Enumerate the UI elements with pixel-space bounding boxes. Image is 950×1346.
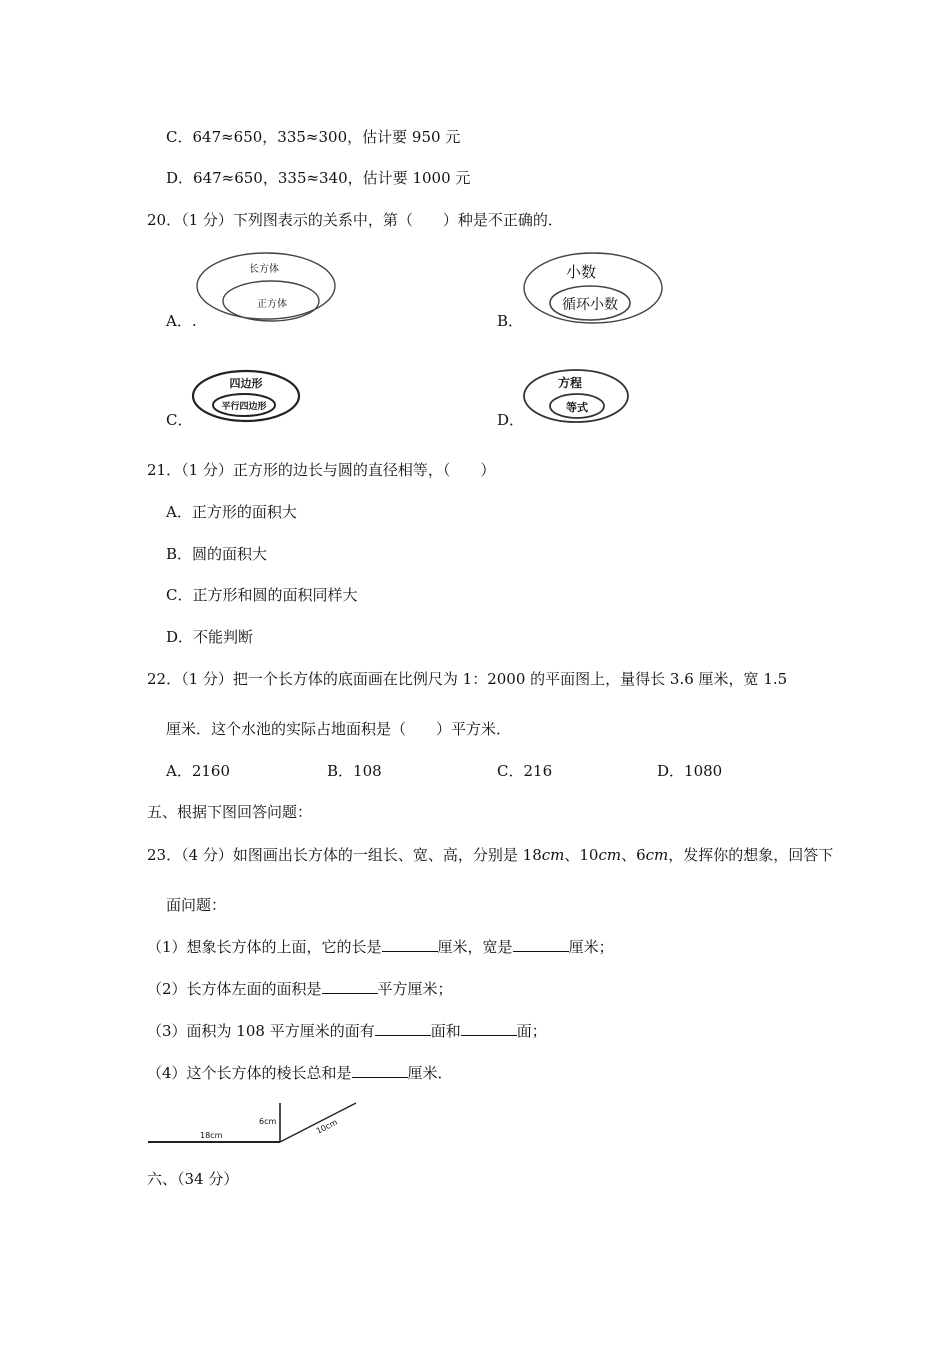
q20-c-label: C． [166,411,193,429]
q23-sep-1: 、10 [564,846,599,864]
q20-a-label: A．. [166,312,197,330]
q20-d-label: D． [497,411,525,429]
q23-part3 [147,1021,547,1041]
q20-c-inner-label: 平行四边形 [221,402,267,412]
q23-stem-prefix: 23．（4 分）如图画出长方体的一组长、宽、高，分别是 18 [147,846,542,864]
q23-stem-line2: 面问题： [166,896,227,914]
q20-b-label: B． [497,312,524,330]
q23-p3-text-b: 面和 [430,1022,461,1040]
q23-p3-blank-face1[interactable] [375,1021,431,1036]
q22-option-d: D．1080 [657,762,723,780]
q22-stem-line2: 厘米．这个水池的实际占地面积是（ ）平方米． [166,720,512,738]
q23-stem-line1 [147,845,833,865]
q23-unit-1: cm [541,846,565,864]
q20-c-diagram [191,369,301,423]
q19-option-d: D．647≈650，335≈340，估计要 1000 元 [166,169,471,187]
q23-p3-text-a: （3）面积为 108 平方厘米的面有 [147,1022,375,1040]
q19-option-c: C．647≈650，335≈300，估计要 950 元 [166,128,461,146]
q22-option-a: A．2160 [166,762,231,780]
q23-p2-text-b: 平方厘米； [377,980,453,998]
q21-option-b: B．圆的面积大 [166,545,268,563]
q23-part1 [147,937,614,957]
q23-sep-2: 、6 [621,846,646,864]
q20-d-outer-label: 方程 [557,376,583,390]
q22-option-b: B．108 [327,762,382,780]
q20-d-inner-label: 等式 [566,401,588,414]
q20-stem: 20．（1 分）下列图表示的关系中，第（ ）种是不正确的． [147,211,563,229]
q23-p3-blank-face2[interactable] [461,1021,517,1036]
q21-option-c: C．正方形和圆的面积同样大 [166,586,358,604]
q21-option-d: D．不能判断 [166,628,254,646]
q20-a-inner-label: 正方体 [257,299,287,310]
section6-title: 六、（34 分） [147,1170,239,1188]
q20-d-diagram [522,368,630,424]
q23-part2 [147,979,453,999]
section5-title: 五、根据下图回答问题： [147,803,313,821]
q21-option-a: A．正方形的面积大 [166,503,297,521]
q22-option-c: C．216 [497,762,553,780]
q23-fig-height-label: 6cm [259,1117,277,1126]
q20-c-outer-label: 四边形 [229,377,263,390]
q20-b-outer-label: 小数 [565,263,597,281]
q23-p4-text-b: 厘米． [407,1064,453,1082]
q23-unit-2: cm [598,846,622,864]
q23-p1-text-c: 厘米； [568,938,614,956]
q23-p4-blank-total[interactable] [352,1063,408,1078]
q23-p3-text-c: 面； [516,1022,547,1040]
q23-unit-3: cm [645,846,669,864]
q23-p2-blank-area[interactable] [322,979,378,994]
q23-p4-text-a: （4）这个长方体的棱长总和是 [147,1064,352,1082]
q23-p1-blank-length[interactable] [382,937,438,952]
q23-p2-text-a: （2）长方体左面的面积是 [147,980,322,998]
q20-a-outer-label: 长方体 [249,264,279,275]
q23-fig-length-label: 18cm [200,1131,223,1140]
q23-part4 [147,1063,453,1083]
q22-stem-line1: 22．（1 分）把一个长方体的底面画在比例尺为 1：2000 的平面图上，量得长 3.6 厘米，宽 1.5 [147,670,788,688]
q20-b-inner-label: 循环小数 [562,297,618,313]
q23-cuboid-edges-figure [146,1100,361,1150]
q23-p1-text-a: （1）想象长方体的上面，它的长是 [147,938,382,956]
q23-fig-width-label: 10cm [314,1117,339,1136]
q23-p1-text-b: 厘米，宽是 [437,938,513,956]
q20-a-diagram [196,252,336,322]
q21-stem: 21．（1 分）正方形的边长与圆的直径相等，（ ） [147,461,496,479]
q23-stem-suffix: ，发挥你的想象，回答下 [668,846,834,864]
q20-b-diagram [523,252,663,324]
q23-p1-blank-width[interactable] [513,937,569,952]
